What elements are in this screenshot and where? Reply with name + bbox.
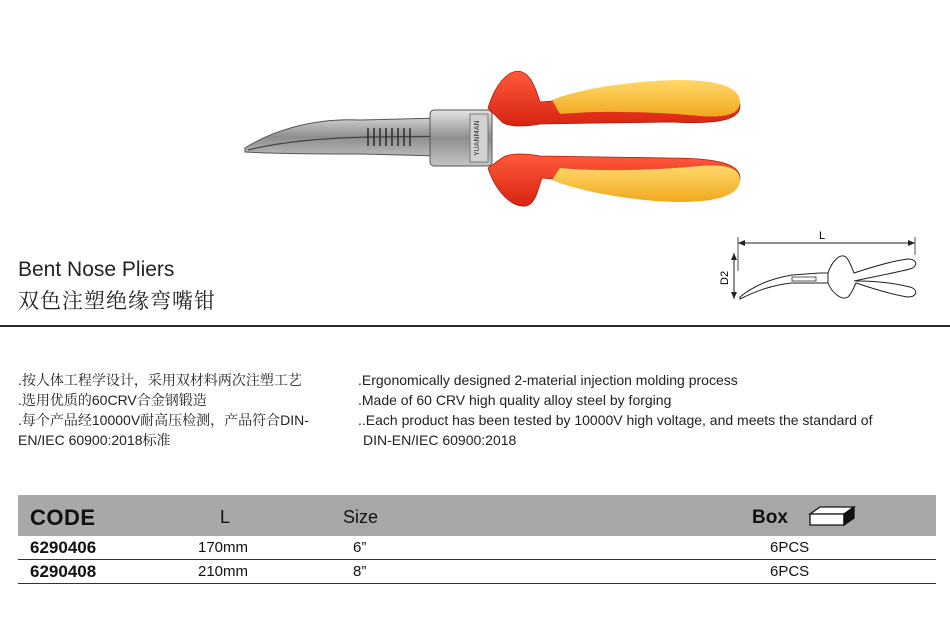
- brand-mark: YUANMAN: [473, 120, 481, 156]
- product-title-cn: 双色注塑绝缘弯嘴钳: [18, 290, 216, 313]
- features-en: [358, 370, 943, 450]
- product-title-en: Bent Nose Pliers: [18, 258, 175, 281]
- table-header: [18, 495, 936, 536]
- table-row: [18, 536, 936, 560]
- cell-size: 8”: [353, 563, 367, 580]
- cell-code: 6290408: [30, 562, 97, 581]
- dimension-diagram: [712, 225, 940, 310]
- header-box: Box: [752, 507, 788, 528]
- header-length: L: [220, 507, 231, 527]
- feature-en-2: .Made of 60 CRV high quality alloy steel by forging: [358, 392, 672, 408]
- feature-cn-2: .选用优质的60CRV合金钢锻造: [18, 392, 207, 408]
- features-cn: [18, 370, 338, 450]
- feature-en-4: DIN-EN/IEC 60900:2018: [363, 432, 517, 448]
- cell-code: 6290406: [30, 538, 97, 557]
- cell-length: 210mm: [198, 563, 249, 580]
- dimension-d2-label: D2: [719, 270, 731, 285]
- table-row: [18, 560, 936, 584]
- feature-en-3: ..Each product has been tested by 10000V high voltage, and meets the standard of: [358, 412, 873, 428]
- cell-size: 6”: [353, 539, 367, 556]
- feature-cn-3: .每个产品经10000V耐高压检测，产品符合DIN-: [18, 412, 309, 428]
- feature-cn-1: .按人体工程学设计，采用双材料两次注塑工艺: [18, 372, 302, 388]
- header-size: Size: [343, 507, 379, 527]
- spec-table: [18, 495, 936, 584]
- cell-length: 170mm: [198, 539, 249, 556]
- section-divider: [0, 325, 950, 327]
- feature-cn-4: EN/IEC 60900:2018标准: [18, 432, 171, 448]
- bent-nose-pliers-icon: [240, 62, 750, 222]
- cell-box: 6PCS: [770, 539, 810, 556]
- cell-box: 6PCS: [770, 563, 810, 580]
- feature-en-1: .Ergonomically designed 2-material injection molding process: [358, 372, 738, 388]
- box-icon: [808, 504, 856, 528]
- header-code: CODE: [30, 505, 96, 530]
- dimension-l-label: L: [819, 230, 826, 242]
